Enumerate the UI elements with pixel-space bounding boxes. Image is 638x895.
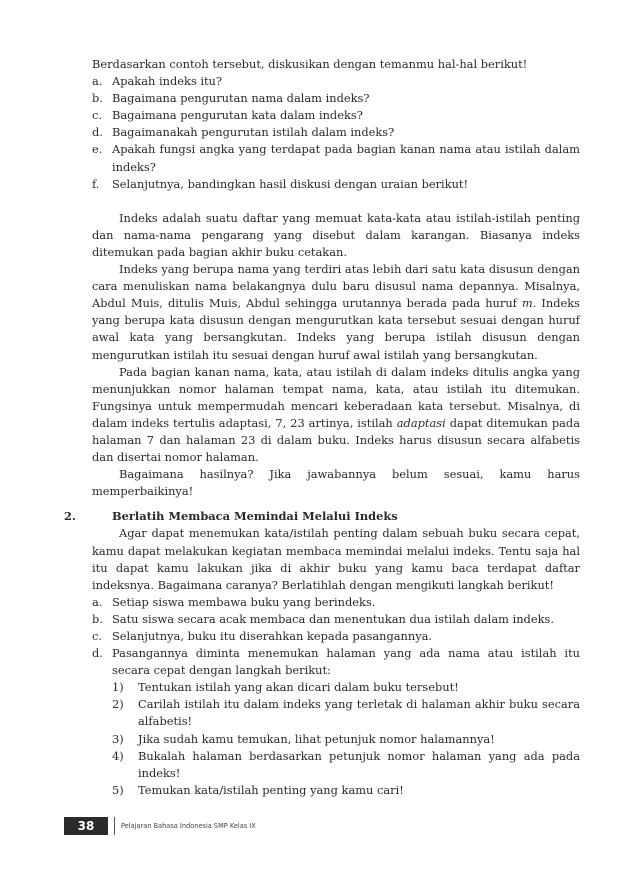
- list-item: [92, 594, 580, 611]
- main-content: [64, 56, 581, 799]
- list-text: Apakah indeks itu?: [112, 74, 223, 89]
- list-text: Bagaimana pengurutan nama dalam indeks?: [112, 91, 370, 106]
- list-item: [92, 176, 580, 193]
- list-marker: 2): [112, 697, 124, 712]
- list-marker: b.: [92, 611, 103, 626]
- list-marker: 4): [112, 748, 124, 763]
- list-marker: d.: [92, 646, 103, 661]
- list-marker: d.: [92, 125, 103, 140]
- section-number: 2.: [64, 509, 76, 524]
- paragraph-page-numbers: [92, 364, 580, 467]
- book-title: Pelajaran Bahasa Indonesia SMP Kelas IX: [121, 822, 256, 830]
- question-list: [92, 73, 580, 193]
- paragraph-name-ordering: [92, 261, 580, 364]
- section-heading: [64, 508, 580, 525]
- list-marker: 3): [112, 731, 124, 746]
- list-item: [92, 141, 580, 175]
- list-marker: a.: [92, 74, 103, 89]
- list-item: [92, 782, 580, 799]
- list-marker: e.: [92, 142, 103, 157]
- list-item: [92, 645, 580, 679]
- list-text: Selanjutnya, buku itu diserahkan kepada pasangannya.: [112, 629, 433, 643]
- list-text: Pasangannya diminta menemukan halaman yang ada nama atau istilah itu secara cepat dengan langkah berikut:: [112, 646, 580, 678]
- paragraph-reflection: Bagaimana hasilnya? Jika jawabannya belum sesuai, kamu harus memperbaikinya!: [92, 467, 580, 499]
- section-intro: Agar dapat menemukan kata/istilah penting dalam sebuah buku secara cepat, kamu dapat melakukan kegiatan membaca memindai melalui indeks. Tentu saja hal itu dapat kamu lakukan jika di akhir buku yang kamu baca terdapat daftar indeksnya. Bagaimana caranya? Berlatihlah dengan mengikuti langkah berikut!: [92, 526, 580, 592]
- list-item: [92, 90, 580, 107]
- list-marker: f.: [92, 176, 100, 191]
- list-item: [92, 748, 580, 782]
- list-text: Tentukan istilah yang akan dicari dalam buku tersebut!: [138, 680, 459, 695]
- emphasis-term: adaptasi: [396, 415, 446, 430]
- list-marker: c.: [92, 629, 103, 643]
- list-text: Carilah istilah itu dalam indeks yang terletak di halaman akhir buku secara alfabetis!: [138, 697, 580, 729]
- list-text: Satu siswa secara acak membaca dan menentukan dua istilah dalam indeks.: [112, 611, 554, 626]
- page-number: 38: [64, 817, 108, 835]
- list-item: [92, 628, 580, 645]
- paragraph-text: dapat ditemukan pada halaman 7 dan halaman 23 di dalam buku. Indeks harus disusun secara alfabetis dan disertai nomor halaman.: [92, 415, 580, 465]
- list-item: [92, 124, 580, 141]
- list-marker: 5): [112, 782, 124, 797]
- step-list: [92, 594, 580, 679]
- spacer: [92, 500, 580, 508]
- list-item: [92, 611, 580, 628]
- list-marker: b.: [92, 91, 103, 106]
- list-item: [92, 107, 580, 124]
- list-item: [92, 731, 580, 748]
- list-text: Temukan kata/istilah penting yang kamu cari!: [138, 782, 404, 797]
- paragraph-text: . Indeks yang berupa kata disusun dengan mengurutkan kata tersebut sesuai dengan huruf awal kata yang bersangkutan. Indeks yang berupa istilah disusun dengan mengurutkan istilah itu sesuai dengan huruf awal istilah yang bersangkutan.: [92, 296, 581, 362]
- list-text: Setiap siswa membawa buku yang berindeks.: [112, 594, 376, 609]
- list-item: [92, 696, 580, 730]
- spacer: [92, 193, 580, 210]
- discussion-intro: Berdasarkan contoh tersebut, diskusikan dengan temanmu hal-hal berikut!: [92, 57, 528, 71]
- list-text: Bukalah halaman berdasarkan petunjuk nomor halaman yang ada pada indeks!: [138, 748, 580, 780]
- list-text: Bagaimana pengurutan kata dalam indeks?: [112, 108, 363, 123]
- list-marker: a.: [92, 594, 103, 609]
- paragraph-text: Indeks yang berupa nama yang terdiri atas lebih dari satu kata disusun dengan cara menuliskan nama belakangnya dulu baru disusul nama depannya. Misalnya, Abdul Muis, ditulis Muis, Abdul sehingga urutannya berada pada huruf: [92, 262, 580, 311]
- page-footer: [64, 817, 256, 835]
- paragraph-text: Pada bagian kanan nama, kata, atau istilah di dalam indeks ditulis angka yang menunjukkan nomor halaman tempat nama, kata, atau istilah itu ditemukan. Fungsinya untuk mempermudah mencari keberadaan kata tersebut. Misalnya, di dalam indeks tertulis adaptasi, 7, 23 artinya, istilah: [92, 364, 580, 430]
- footer-divider: [114, 817, 115, 835]
- list-item: [92, 679, 580, 696]
- list-marker: c.: [92, 108, 103, 123]
- list-item: [92, 73, 580, 90]
- emphasis-letter: m: [521, 296, 533, 311]
- substep-list: [92, 679, 580, 799]
- paragraph-definition: Indeks adalah suatu daftar yang memuat kata-kata atau istilah-istilah penting dan nama-nama pengarang yang disebut dalam karangan. Biasanya indeks ditemukan pada bagian akhir buku cetakan.: [92, 210, 580, 259]
- list-text: Bagaimanakah pengurutan istilah dalam indeks?: [112, 125, 395, 140]
- list-text: Jika sudah kamu temukan, lihat petunjuk nomor halamannya!: [138, 731, 495, 746]
- list-text: Selanjutnya, bandingkan hasil diskusi dengan uraian berikut!: [112, 176, 469, 191]
- section-title: Berlatih Membaca Memindai Melalui Indeks: [112, 509, 398, 524]
- list-text: Apakah fungsi angka yang terdapat pada bagian kanan nama atau istilah dalam indeks?: [112, 142, 580, 174]
- list-marker: 1): [112, 680, 124, 695]
